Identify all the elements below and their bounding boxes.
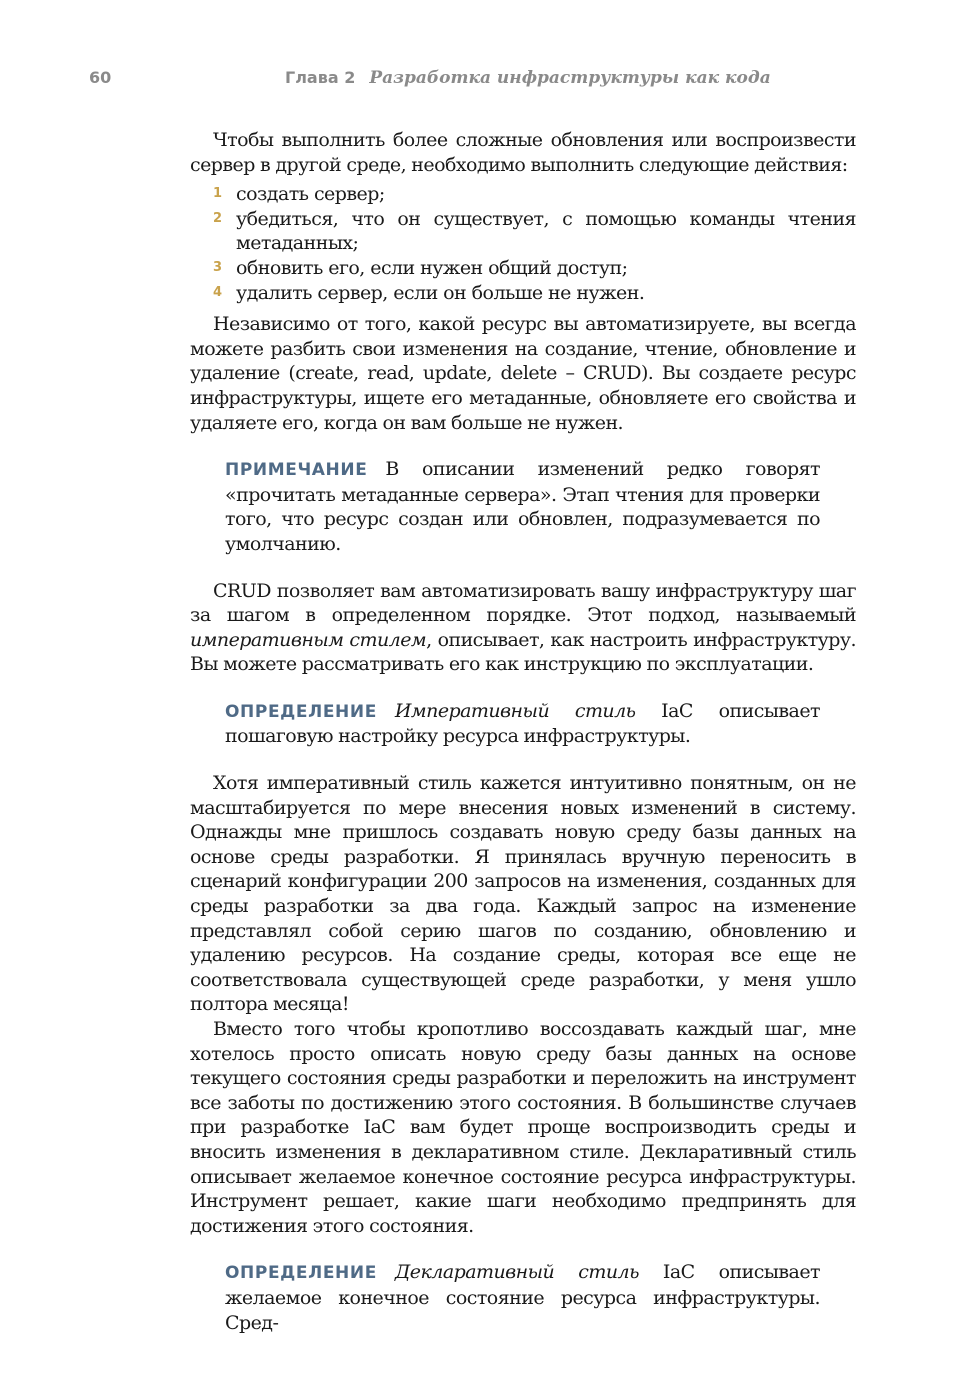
list-number: 3 bbox=[213, 259, 222, 275]
imperative-text-before: CRUD позволяет вам автоматизировать вашу инфраструктуру шаг за шагом в определенном порядке. Этот подход, называемый bbox=[190, 579, 856, 627]
note-text: В описании изменений редко говорят «прочитать метаданные сервера». Этап чтения для проверки того, что ресурс создан или обновлен, подразумевается по умолчанию. bbox=[225, 458, 820, 555]
definition-label: ОПРЕДЕЛЕНИЕ bbox=[225, 1263, 377, 1284]
definition-box-imperative bbox=[225, 699, 820, 749]
imperative-term: императивным стилем bbox=[190, 628, 427, 651]
imperative-paragraph bbox=[190, 579, 856, 677]
declarative-paragraph: Вместо того чтобы кропотливо воссоздавать каждый шаг, мне хотелось просто описать новую среду базы данных на основе текущего состояния среды разработки и переложить на инструмент все заботы по достижению этого состояния. В большинстве случаев при разработке IaC вам будет проще воспроизводить среды и вносить изменения в декларативном стиле. Декларативный стиль описывает желаемое конечное состояние ресурса инфраструктуры. Инструмент решает, какие шаги необходимо предпринять для достижения этого состояния. bbox=[190, 1018, 856, 1237]
list-number: 4 bbox=[213, 284, 222, 300]
crud-paragraph: Независимо от того, какой ресурс вы автоматизируете, вы всегда можете разбить свои изменения на создание, чтение, обновление и удаление (create, read, update, delete – CRUD). Вы создаете ресурс инфраструктуры, ищете его метаданные, обновляете его свойства и удаляете его, когда он вам больше не нужен. bbox=[190, 313, 856, 434]
definition-term: Декларативный стиль bbox=[394, 1261, 639, 1284]
note-label: ПРИМЕЧАНИЕ bbox=[225, 460, 368, 481]
list-item bbox=[190, 182, 856, 207]
list-item bbox=[190, 281, 856, 306]
definition-box-declarative bbox=[225, 1260, 820, 1335]
list-item-text: удалить сервер, если он больше не нужен. bbox=[236, 281, 645, 304]
running-header bbox=[0, 68, 974, 98]
intro-paragraph: Чтобы выполнить более сложные обновления или воспроизвести сервер в другой среде, необходимо выполнить следующие действия: bbox=[190, 129, 856, 176]
list-item-text: обновить его, если нужен общий доступ; bbox=[236, 256, 628, 279]
definition-text: IaC описывает желаемое конечное состояние ресурса инфраструктуры. Сред- bbox=[225, 1261, 820, 1334]
chapter-title: Разработка инфраструктуры как кода bbox=[369, 68, 771, 88]
list-item bbox=[190, 256, 856, 281]
definition-text: IaC описывает пошаговую настройку ресурса инфраструктуры. bbox=[225, 699, 820, 748]
page-number: 60 bbox=[89, 68, 112, 87]
note-box bbox=[225, 457, 820, 556]
story-paragraph: Хотя императивный стиль кажется интуитивно понятным, он не масштабируется по мере внесения новых изменений в систему. Однажды мне пришлось создавать новую среду базы данных на основе среды разработки. Я принялась вручную переносить в сценарий конфигурации 200 запросов на изменения, созданных для среды разработки за два года. Каждый запрос на изменение представлял собой серию шагов по созданию, обновлению и удалению ресурсов. На создание среды, которая все еще не соответствовала существующей среде разработки, у меня ушло полтора месяца! bbox=[190, 772, 856, 1016]
list-item-text: создать сервер; bbox=[236, 183, 385, 206]
list-item-text: убедиться, что он существует, с помощью команды чтения метаданных; bbox=[236, 207, 856, 255]
steps-list bbox=[190, 182, 856, 305]
definition-term: Императивный стиль bbox=[394, 699, 636, 722]
definition-label: ОПРЕДЕЛЕНИЕ bbox=[225, 701, 377, 722]
chapter-label: Глава 2 bbox=[285, 68, 356, 87]
list-item bbox=[190, 207, 856, 256]
imperative-text-after: , описывает, как настроить инфраструктуру. Вы можете рассматривать его как инструкцию по эксплуатации. bbox=[190, 628, 856, 676]
list-number: 2 bbox=[213, 210, 222, 226]
chapter-heading bbox=[285, 68, 771, 88]
list-number: 1 bbox=[213, 186, 222, 202]
page-body bbox=[190, 128, 856, 1335]
